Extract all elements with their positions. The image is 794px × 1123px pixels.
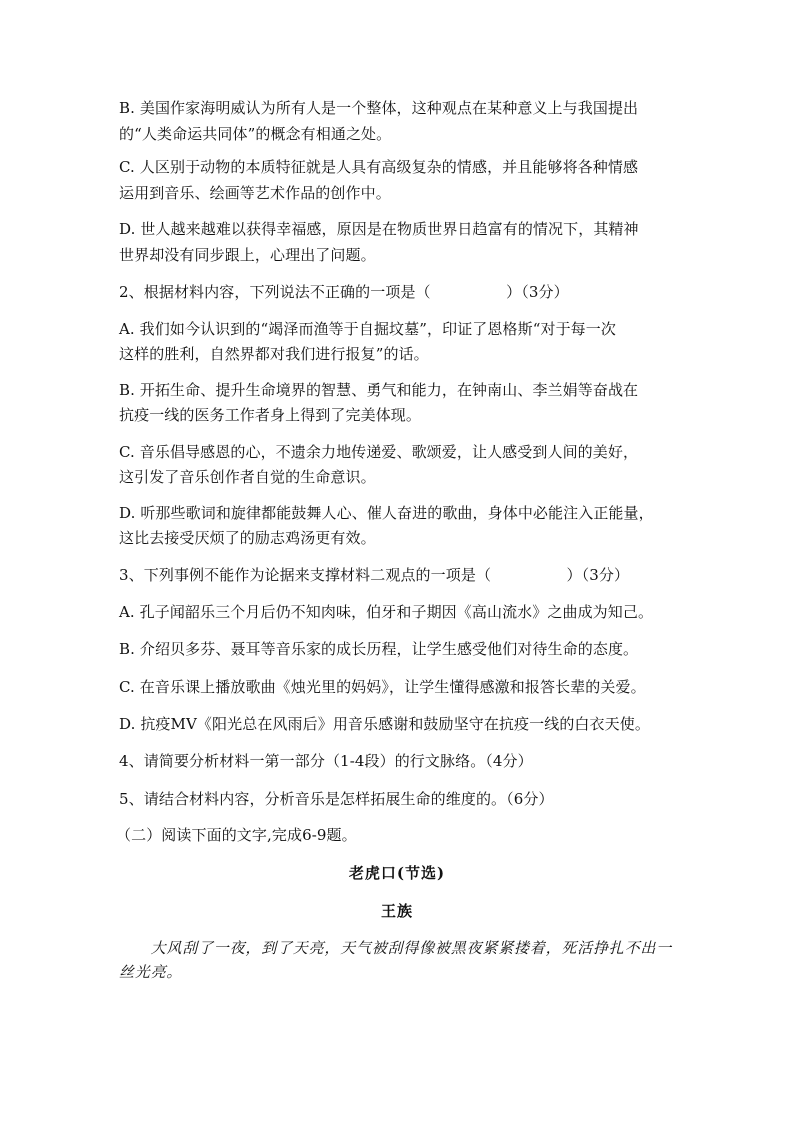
q3-option-c: C. 在音乐课上播放歌曲《烛光里的妈妈》，让学生懂得感激和报答长辈的关爱。 xyxy=(119,678,646,696)
q2-option-d-line-1: D. 听那些歌词和旋律都能鼓舞人心、催人奋进的歌曲，身体中必能注入正能量， xyxy=(119,504,654,522)
option-c-line-2: 运用到音乐、绘画等艺术作品的创作中。 xyxy=(119,184,391,202)
q3-option-a: A. 孔子闻韶乐三个月后仍不知肉味，伯牙和子期因《高山流水》之曲成为知己。 xyxy=(119,603,654,621)
section-heading: （二）阅读下面的文字,完成6-9题。 xyxy=(116,826,357,844)
question-3: 3、下列事例不能作为论据来支撑材料二观点的一项是（ ）（3分） xyxy=(119,566,630,584)
q2-option-a-line-2: 这样的胜利，自然界都对我们进行报复”的话。 xyxy=(119,345,429,363)
story-paragraph-line-1: 大风刮了一夜，到了天亮，天气被刮得像被黑夜紧紧搂着，死活挣扎不出一 xyxy=(119,939,673,957)
option-c-line-1: C. 人区别于动物的本质特征就是人具有高级复杂的情感，并且能够将各种情感 xyxy=(119,158,639,176)
option-b-line-1: B. 美国作家海明威认为所有人是一个整体，这种观点在某种意义上与我国提出 xyxy=(119,99,639,117)
question-2: 2、根据材料内容，下列说法不正确的一项是（ ）（3分） xyxy=(119,283,569,301)
option-d-line-2: 世界却没有同步跟上，心理出了问题。 xyxy=(119,246,376,264)
q2-option-a-line-1: A. 我们如今认识到的“竭泽而渔等于自掘坟墓”，印证了恩格斯“对于每一次 xyxy=(119,320,616,338)
question-5: 5、请结合材料内容，分析音乐是怎样拓展生命的维度的。（6分） xyxy=(119,790,554,808)
q2-option-c-line-2: 这引发了音乐创作者自觉的生命意识。 xyxy=(119,468,376,486)
q3-option-b: B. 介绍贝多芬、聂耳等音乐家的成长历程，让学生感受他们对待生命的态度。 xyxy=(119,640,639,658)
q3-option-d: D. 抗疫MV《阳光总在风雨后》用音乐感谢和鼓励坚守在抗疫一线的白衣天使。 xyxy=(119,715,650,733)
story-title: 老虎口(节选) xyxy=(348,864,446,882)
question-4: 4、请简要分析材料一第一部分（1-4段）的行文脉络。（4分） xyxy=(119,752,533,770)
q2-option-d-line-2: 这比去接受厌烦了的励志鸡汤更有效。 xyxy=(119,529,376,547)
q2-option-b-line-1: B. 开拓生命、提升生命境界的智慧、勇气和能力，在钟南山、李兰娟等奋战在 xyxy=(119,381,639,399)
option-d-line-1: D. 世人越来越难以获得幸福感，原因是在物质世界日趋富有的情况下，其精神 xyxy=(119,220,639,238)
story-paragraph-line-2: 丝光亮。 xyxy=(119,963,183,981)
story-author: 王族 xyxy=(380,902,413,920)
option-b-line-2: 的“人类命运共同体”的概念有相通之处。 xyxy=(119,125,392,143)
q2-option-c-line-1: C. 音乐倡导感恩的心，不遗余力地传递爱、歌颂爱，让人感受到人间的美好， xyxy=(119,443,639,461)
q2-option-b-line-2: 抗疫一线的医务工作者身上得到了完美体现。 xyxy=(119,406,422,424)
